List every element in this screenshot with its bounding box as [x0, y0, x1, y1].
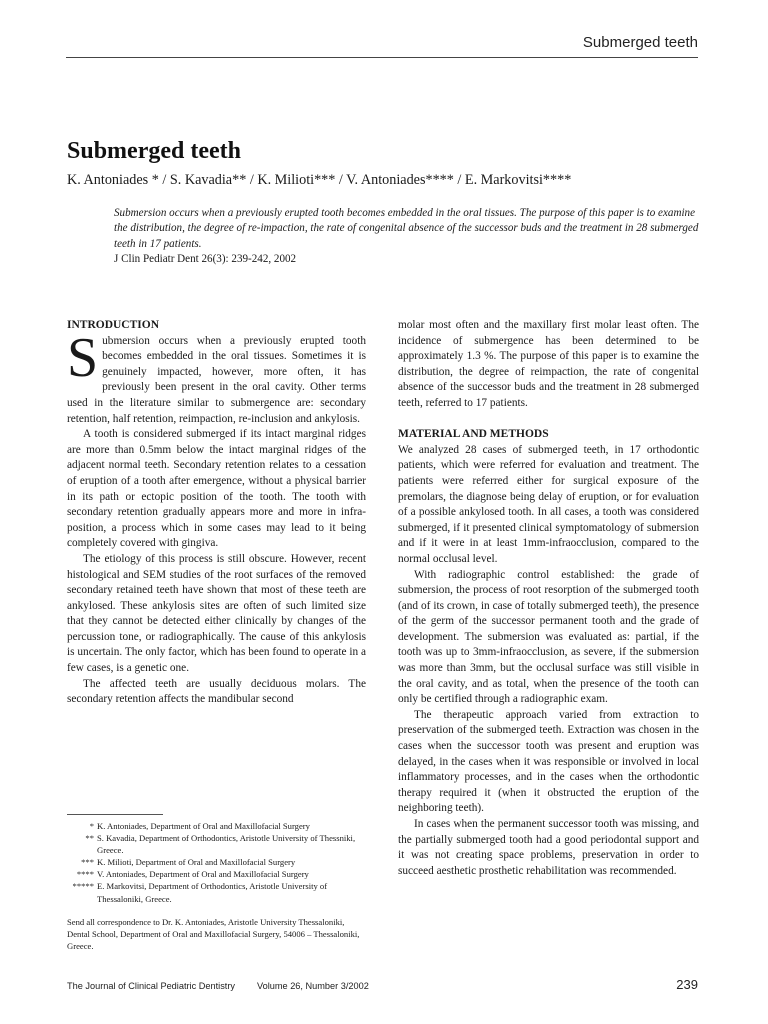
introduction-paragraph-2: A tooth is considered submerged if its intact marginal ridges are more than 0.5mm below the intact marginal ridges of the adjacent normal teeth. Secondary retention relates to a cessation of eruption of a tooth after emergence, without a physical barrier in its path or ectopic position of the tooth. The tooth with secondary retention gradually appears more and more in infra-position, a process which in some cases may lead to it being completely covered with gingiva.	[67, 428, 366, 550]
drop-cap: S	[67, 326, 99, 389]
footnote-rule	[67, 814, 163, 815]
footnote-text: S. Kavadia, Department of Orthodontics, Aristotle University of Thessniki, Greece.	[97, 833, 356, 856]
page-number: 239	[676, 977, 698, 992]
footnote-mark: *	[89, 821, 94, 831]
header-rule	[66, 57, 698, 58]
footnote	[67, 856, 367, 868]
introduction-paragraph-1-text: ubmersion occurs when a previously erupted tooth becomes embedded in the oral tissues. Sometimes it is genuinely impacted, however, more often, it has previously been present in the oral cavity. Other terms used in the literature similar to submergence are: secondary retention, half retention, reimpaction, re-inclusion and ankylosis.	[67, 334, 366, 425]
footnote	[67, 832, 367, 856]
footnote	[67, 820, 367, 832]
introduction-heading: INTRODUCTION	[67, 319, 160, 331]
correspondence-note: Send all correspondence to Dr. K. Antoniades, Aristotle University Thessaloniki, Dental School, Department of Oral and Maxillofacial Surgery, 54006 – Thessaloniki, Greece.	[67, 917, 360, 952]
footnote	[67, 868, 367, 880]
right-column	[398, 318, 699, 879]
methods-paragraph-4: In cases when the permanent successor tooth was missing, and the partially submerged tooth had a good periodontal support and it was not creating space problems, preservation in order to succeed aesthetic prosthetic rehabilitation was recommended.	[398, 818, 699, 877]
introduction-paragraph-1	[67, 326, 366, 428]
article-title: Submerged teeth	[67, 138, 241, 164]
journal-name: The Journal of Clinical Pediatric Dentistry	[67, 981, 235, 991]
page-footer	[67, 981, 369, 991]
methods-heading: MATERIAL AND METHODS	[398, 428, 549, 441]
footnote-mark: ***	[81, 857, 94, 868]
footnote-mark: **	[85, 833, 94, 844]
footnote-mark: *****	[72, 881, 94, 892]
author-footnotes	[67, 820, 367, 905]
abstract: Submersion occurs when a previously erupted tooth becomes embedded in the oral tissues. The purpose of this paper is to examine the distribution, the degree of re-impaction, the rate of congenital absence of the successor buds and the treatment in 28 submerged teeth in 17 patients.	[114, 207, 699, 250]
citation: J Clin Pediatr Dent 26(3): 239-242, 2002	[114, 253, 297, 265]
methods-paragraph-1: We analyzed 28 cases of submerged teeth, in 17 orthodontic patients, which were referred for evaluation and treatment. The patients were referred either for surgical exposure of the premolars, the diagnose being delay of eruption, or for evaluation of a possible ankylosed tooth. In all cases, a tooth was considered submerged, if it presented clinical symptomatology of submersion and if it were in at least 1mm-infraocclusion, compared to the normal occlusal level.	[398, 443, 699, 565]
running-head: Submerged teeth	[582, 34, 698, 51]
footnote-text: V. Antoniades, Department of Oral and Maxillofacial Surgery	[97, 869, 309, 880]
footnote-text: K. Milioti, Department of Oral and Maxillofacial Surgery	[97, 857, 296, 868]
section-spacer	[398, 412, 699, 428]
left-column	[67, 318, 366, 708]
volume-info: Volume 26, Number 3/2002	[257, 981, 369, 991]
footnote-mark: ****	[76, 869, 94, 880]
author-list: K. Antoniades * / S. Kavadia** / K. Milioti*** / V. Antoniades**** / E. Markovitsi****	[67, 172, 572, 188]
footnote-text: E. Markovitsi, Department of Orthodontics, Aristotle University of Thessaloniki, Greece.	[97, 881, 328, 904]
introduction-paragraph-4-continued: molar most often and the maxillary first molar least often. The incidence of submergence has been determined to be approximately 1.3 %. The purpose of this paper is to examine the distribution, the degree of reimpaction, the rate of congenital absence of the successor buds and the treatment in 28 submerged teeth, referred to 17 patients.	[398, 319, 699, 409]
methods-paragraph-3: The therapeutic approach varied from extraction to preservation of the submerged teeth. Extraction was chosen in the cases when the successor tooth was present and eruption was delayed, in the cases when it was responsible or involved in local inflammatory processes, and in the cases when the orthodontic therapy required it (when it obstructed the eruption of the neighboring teeth).	[398, 708, 699, 815]
introduction-paragraph-4: The affected teeth are usually deciduous molars. The secondary retention affects the mandibular second	[67, 677, 366, 706]
footnote-text: K. Antoniades, Department of Oral and Maxillofacial Surgery	[97, 821, 310, 831]
methods-paragraph-2: With radiographic control established: the grade of submersion, the process of root resorption of the submerged tooth (and of its crown, in case of totally submerged teeth), the presence of the germ of the successor permanent tooth and the grade of development. The submersion was evaluated as: partial, if the tooth was up to 3mm-infraocclusion, as severe, if the submersion was more than 3mm, but the occlusal surface was still visible in the oral cavity, and as total, when the presence of the tooth can only be certified through a radiographic exam.	[398, 568, 699, 706]
introduction-paragraph-3: The etiology of this process is still obscure. However, recent histological and SEM studies of the root surfaces of the removed secondary retained teeth have shown that most of these teeth are ankylosed. These ankylosis sites are often of such limited size that they cannot be detected either clinically by changes of the percussion tone, or radiographically. The cause of this ankylosis is uncertain. The only factor, which has been found to operate in a few cases, is a genetic one.	[67, 552, 366, 675]
footnote	[67, 880, 367, 904]
